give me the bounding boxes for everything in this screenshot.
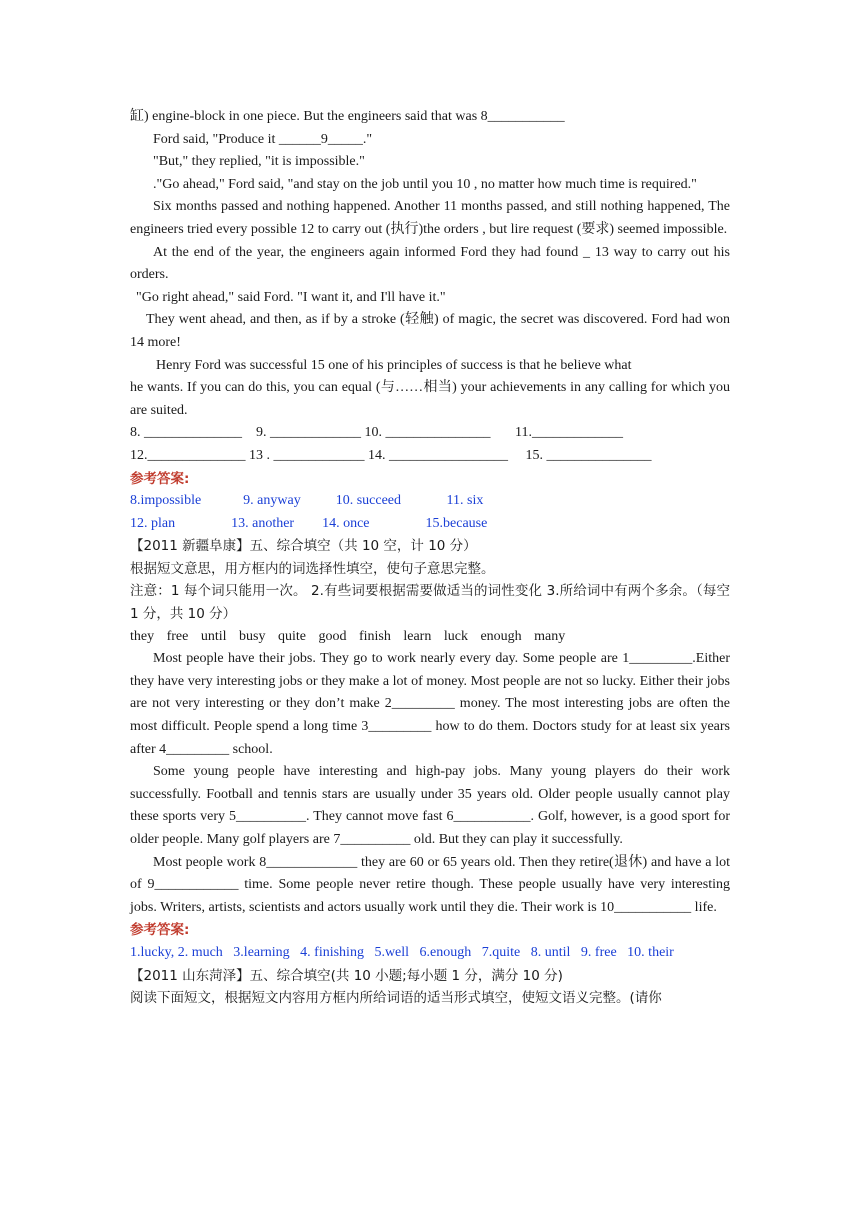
passage-line: 缸) engine-block in one piece. But the engineers said that was 8___________ — [130, 109, 565, 124]
passage-line: Six months passed and nothing happened. Another 11 months passed, and still nothing happened, The engineers tried every possible 12 to carry out (执行)the orders , but lire request (要求) seemed impossible. — [130, 199, 730, 237]
section-title: 【2011 山东菏泽】五、综合填空(共 10 小题;每小题 1 分，满分 10 分) — [130, 967, 563, 984]
passage-line: They went ahead, and then, as if by a stroke (轻触) of magic, the secret was discovered. Ford had won 14 more! — [130, 312, 730, 350]
passage-paragraph: Some young people have interesting and high-pay jobs. Many young players do their work successfully. Football and tennis stars are usually under 35 years old. Older people usually cannot play these sports very 5__________. They cannot move fast 6___________. Golf, however, is a good sport for older people. Many golf players are 7__________ old. But they can play it successfully. — [130, 764, 730, 847]
passage-line: ."Go ahead," Ford said, "and stay on the job until you 10 , no matter how much time is required." — [153, 176, 697, 192]
document-page — [130, 106, 730, 1010]
answer-blanks-row: 8. ______________ 9. _____________ 10. _______________ 11._____________ — [130, 425, 623, 441]
passage-line: he wants. If you can do this, you can equal (与……相当) your achievements in any calling for which you are suited. — [130, 380, 730, 418]
answer-key-row: 1.lucky, 2. much 3.learning 4. finishing 5.well 6.enough 7.quite 8. until 9. free 10. their — [130, 944, 674, 960]
answer-key-row: 8.impossible 9. anyway 10. succeed 11. six — [130, 493, 484, 509]
passage-paragraph: Most people have their jobs. They go to work nearly every day. Some people are 1_________.Either they have very interesting jobs or they make a lot of money. Most people are not so lucky. Either their jobs are not very interesting or they don’t make 2_________ money. The most interesting jobs are often the most difficult. People spend a long time 3_________ how to do them. Doctors study for at least six years after 4_________ school. — [130, 651, 730, 757]
word-box: they free until busy quite good finish learn luck enough many — [130, 628, 566, 644]
answer-key-row: 12. plan 13. another 14. once 15.because — [130, 515, 488, 531]
passage-line: Ford said, "Produce it ______9_____." — [153, 131, 373, 147]
answer-blanks-row: 12.______________ 13 . _____________ 14. _________________ 15. _______________ — [130, 447, 652, 463]
section-instruction: 阅读下面短文，根据短文内容用方框内所给词语的适当形式填空，使短文语义完整。(请你 — [130, 990, 662, 1007]
section-notes: 注意：1 每个词只能用一次。 2.有些词要根据需要做适当的词性变化 3.所给词中有两个多余。（每空 1 分，共 10 分） — [130, 583, 730, 623]
passage-paragraph: Most people work 8_____________ they are 60 or 65 years old. Then they retire(退休) and have a lot of 9____________ time. Some people never retire though. These people usually have very interesting jobs. Writers, artists, scientists and actors usually work until they die. Their work is 10___________ life. — [130, 854, 730, 915]
section-instruction: 根据短文意思，用方框内的词选择性填空，使句子意思完整。 — [130, 560, 495, 577]
passage-line: "But," they replied, "it is impossible." — [153, 154, 365, 170]
answer-key-heading: 参考答案: — [130, 922, 190, 939]
passage-line: Henry Ford was successful 15 one of his principles of success is that he believe what — [156, 357, 632, 373]
answer-key-heading: 参考答案: — [130, 470, 190, 487]
section-title: 【2011 新疆阜康】五、综合填空（共 10 空，计 10 分） — [130, 538, 477, 555]
passage-line: "Go right ahead," said Ford. "I want it, and I'll have it." — [136, 289, 446, 305]
passage-line: At the end of the year, the engineers again informed Ford they had found _ 13 way to carry out his orders. — [130, 244, 730, 283]
